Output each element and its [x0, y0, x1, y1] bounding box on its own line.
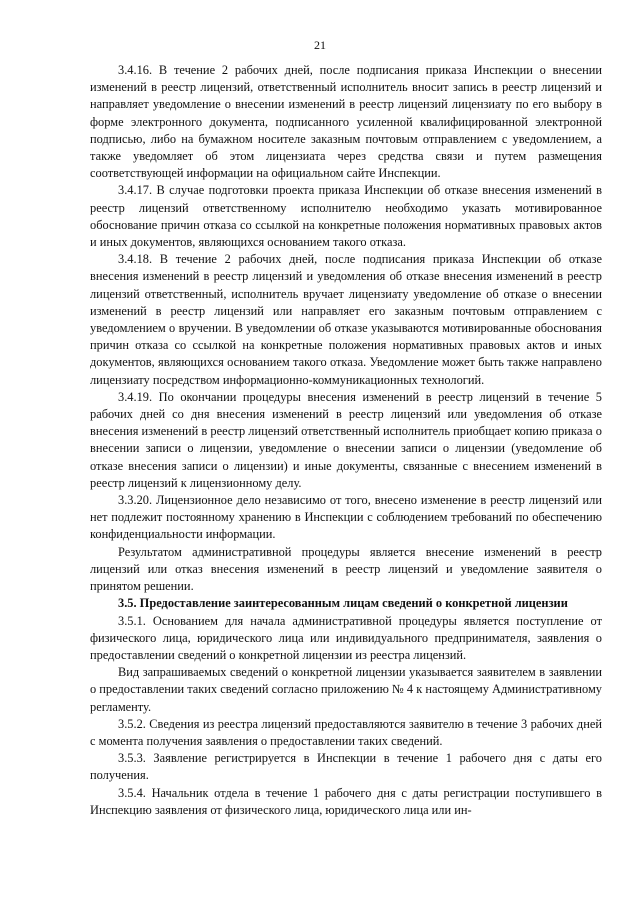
paragraph-3-5-1: 3.5.1. Основанием для начала административной процедуры является поступление от физического лица, юридического лица или индивидуального предпринимателя, заявления о предоставлении сведений о конкретной лицензии из реестра лицензий.: [90, 613, 602, 662]
page-body: [90, 62, 602, 819]
paragraph-request-type: Вид запрашиваемых сведений о конкретной лицензии указывается заявителем в заявлении о предоставлении таких сведений согласно приложению № 4 к настоящему Административному регламенту.: [90, 665, 602, 714]
paragraph-3-4-17: 3.4.17. В случае подготовки проекта приказа Инспекции об отказе внесения изменений в реестр лицензий ответственному исполнителю необходимо указать мотивированное обоснование причин отказа со ссылкой на конкретные положения нормативных правовых актов и иных документов, являющихся основанием такого отказа.: [90, 183, 602, 250]
paragraph-3-4-18: 3.4.18. В течение 2 рабочих дней, после подписания приказа Инспекции об отказе внесения изменений в реестр лицензий и уведомления об отказе внесения изменений в реестр лицензий ответственный, исполнитель вручает лицензиату уведомление об отказе о внесении изменений в реестр лицензий или направляет его заказным почтовым отправлением с уведомлением о вручении. В уведомлении об отказе указываются мотивированные обоснования причин отказа со ссылкой на конкретные положения нормативных правовых актов и иных документов, являющихся основанием такого отказа. Уведомление может быть также направлено лицензиату посредством информационно-коммуникационных технологий.: [90, 252, 602, 387]
paragraph-result: Результатом административной процедуры является внесение изменений в реестр лицензий или отказ внесения изменений в реестр лицензий и уведомление заявителя о принятом решении.: [90, 544, 602, 594]
paragraph-3-5-3: 3.5.3. Заявление регистрируется в Инспекции в течение 1 рабочего дня с даты его получения.: [90, 751, 602, 783]
section-heading-3-5: 3.5. Предоставление заинтересованным лицам сведений о конкретной лицензии: [118, 596, 568, 611]
paragraph-3-4-19: 3.4.19. По окончании процедуры внесения изменений в реестр лицензий в течение 5 рабочих дней со дня внесения изменений в реестр лицензий или уведомления об отказе внесения изменений в реестр лицензий ответственный исполнитель приобщает копию приказа о внесении записи о лицензии, уведомление о внесении записи о лицензии (уведомление об отказе внесения записи о лицензии) и иные документы, связанные с внесением изменений в реестр лицензий к лицензионному делу.: [90, 389, 602, 490]
paragraph-3-5-2: 3.5.2. Сведения из реестра лицензий предоставляются заявителю в течение 3 рабочих дней с момента получения заявления о предоставлении таких сведений.: [90, 716, 602, 748]
page-number: 21: [314, 38, 326, 52]
paragraph-3-5-4: 3.5.4. Начальник отдела в течение 1 рабочего дня с даты регистрации поступившего в Инспекцию заявления от физического лица, юридического лица или ин-: [90, 785, 602, 817]
paragraph-3-3-20: 3.3.20. Лицензионное дело независимо от того, внесено изменение в реестр лицензий или нет подлежит постоянному хранению в Инспекции с соблюдением требований по обеспечению конфиденциальности информации.: [90, 493, 602, 542]
paragraph-3-4-16: 3.4.16. В течение 2 рабочих дней, после подписания приказа Инспекции о внесении изменений в реестр лицензий, ответственный исполнитель вносит запись в реестр лицензий и направляет уведомление о внесении изменений в реестр лицензий лицензиату по его выбору в форме электронного документа, подписанного усиленной квалифицированной электронной подписью, либо на бумажном носителе заказным почтовым отправлением с уведомлением, а также уведомляет об этом лицензиата через средства связи и путем размещения соответствующей информации на официальном сайте Инспекции.: [90, 63, 602, 181]
